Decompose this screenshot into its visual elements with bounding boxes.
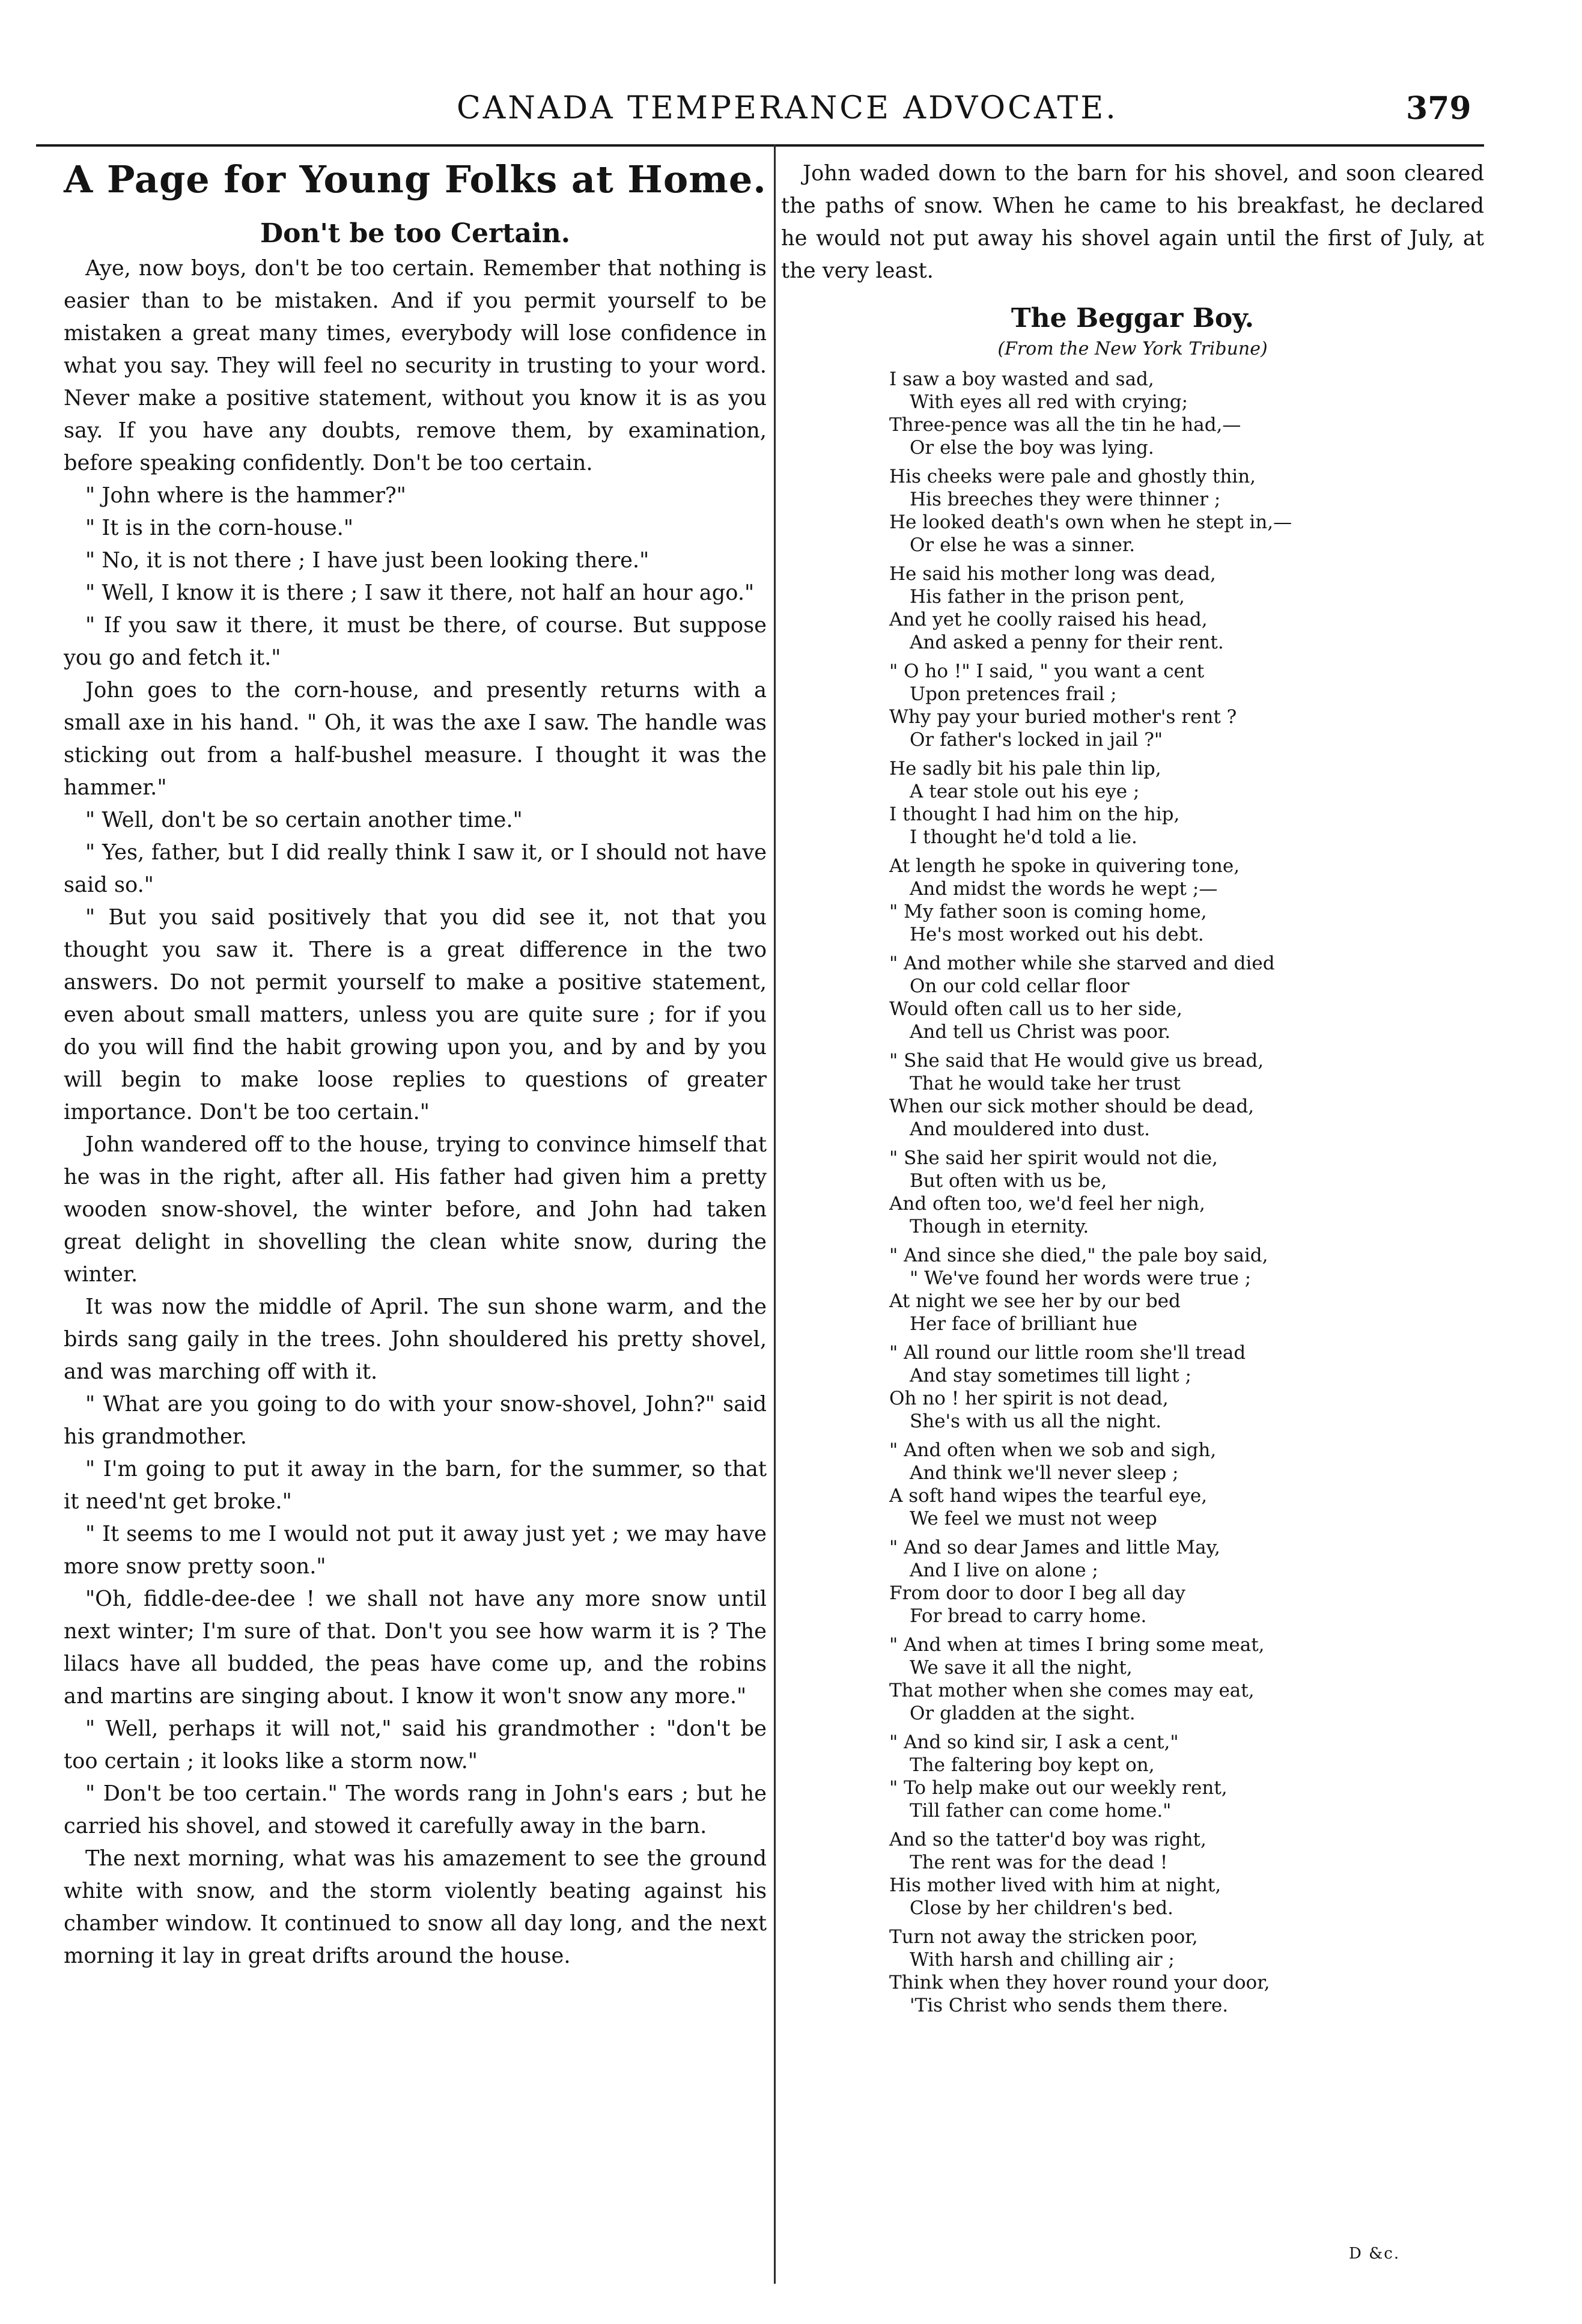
- story-continuation: John waded down to the barn for his shovel, and soon cleared the paths of snow. When he came to his breakfast, he declared he would not put away his shovel again until the first of July, at the very least.: [781, 161, 1484, 283]
- poem-stanza: [889, 1244, 1484, 1335]
- poem-stanza: [889, 757, 1484, 849]
- poem-line: He sadly bit his pale thin lip,: [889, 758, 1161, 779]
- poem-line: And asked a penny for their rent.: [910, 632, 1224, 653]
- story-body: [64, 252, 767, 1972]
- story-title: Don't be too Certain.: [260, 218, 571, 249]
- story-paragraph: John wandered off to the house, trying to convince himself that he was in the right, after all. His father had given him a pretty wooden snow-shovel, the winter before, and John had taken great delight in shovelling the clean white snow, during the winter.: [64, 1132, 767, 1287]
- story-paragraph: " Well, I know it is there ; I saw it there, not half an hour ago.": [85, 581, 755, 605]
- story-paragraph: The next morning, what was his amazement to see the ground white with snow, and the storm violently beating against his chamber window. It continued to snow all day long, and the next morning it lay in great drifts around the house.: [64, 1846, 767, 1968]
- story-paragraph: " Well, don't be so certain another time.": [85, 808, 523, 832]
- poem-line: " O ho !" I said, " you want a cent: [889, 660, 1205, 682]
- poem-line: Would often call us to her side,: [889, 998, 1182, 1020]
- poem-line: On our cold cellar floor: [910, 975, 1130, 997]
- poem-line: For bread to carry home.: [910, 1605, 1147, 1627]
- poem-stanza: [889, 1536, 1484, 1627]
- poem-line: Her face of brilliant hue: [910, 1313, 1137, 1335]
- poem-stanza: [889, 1633, 1484, 1725]
- poem-line: Three-pence was all the tin he had,—: [889, 414, 1241, 436]
- poem-line: A tear stole out his eye ;: [910, 781, 1140, 802]
- poem-line: " And mother while she starved and died: [889, 953, 1275, 974]
- poem-line: His father in the prison pent,: [910, 586, 1185, 608]
- story-paragraph: " I'm going to put it away in the barn, for the summer, so that it need'nt get broke.": [64, 1457, 767, 1514]
- poem-line: " All round our little room she'll tread: [889, 1342, 1246, 1364]
- poem-line: " She said her spirit would not die,: [889, 1147, 1218, 1169]
- poem-line: Or else the boy was lying.: [910, 437, 1154, 459]
- poem-line: Or gladden at the sight.: [910, 1703, 1136, 1724]
- story-paragraph: It was now the middle of April. The sun shone warm, and the birds sang gaily in the trees. John shouldered his pretty shovel, and was marching off with it.: [64, 1295, 767, 1384]
- poem-line: I thought he'd told a lie.: [910, 826, 1137, 848]
- poem-line: And mouldered into dust.: [910, 1118, 1150, 1140]
- poem-line: Though in eternity.: [910, 1216, 1089, 1237]
- header-rule: [36, 144, 1484, 147]
- poem-line: He said his mother long was dead,: [889, 563, 1216, 585]
- story-paragraph: John goes to the corn-house, and presently returns with a small axe in his hand. " Oh, it was the axe I saw. The handle was sticking out from a half-bushel measure. I thought it was the hammer.": [64, 678, 767, 800]
- poem-line: With eyes all red with crying;: [910, 391, 1188, 413]
- story-paragraph: Aye, now boys, don't be too certain. Remember that nothing is easier than to be mistaken. And if you permit yourself to be mistaken a great many times, everybody will lose confidence in what you say. They will feel no security in trusting to your word. Never make a positive statement, without you know it is as you say. If you have any doubts, remove them, by examination, before speaking confidently. Don't be too certain.: [64, 256, 767, 475]
- poem-stanza: [889, 465, 1484, 557]
- poem-line: And yet he coolly raised his head,: [889, 609, 1208, 630]
- story-paragraph: " If you saw it there, it must be there, of course. But suppose you go and fetch it.": [64, 613, 767, 670]
- poem-line: That he would take her trust: [910, 1073, 1181, 1094]
- poem-line: " And so dear James and little May,: [889, 1537, 1220, 1558]
- poem-line: Till father can come home.": [910, 1800, 1172, 1822]
- poem-stanza: [889, 563, 1484, 654]
- poem-line: " And often when we sob and sigh,: [889, 1439, 1217, 1461]
- poem-stanza: [889, 660, 1484, 751]
- poem-line: And think we'll never sleep ;: [910, 1462, 1179, 1484]
- story-paragraph: " Yes, father, but I did really think I saw it, or I should not have said so.": [64, 840, 767, 897]
- poem-line: And midst the words he wept ;—: [910, 878, 1218, 900]
- running-title: CANADA TEMPERANCE ADVOCATE.: [457, 90, 1118, 126]
- poem-line: The faltering boy kept on,: [910, 1754, 1155, 1776]
- poem-line: But often with us be,: [910, 1170, 1107, 1192]
- poem-line: Why pay your buried mother's rent ?: [889, 706, 1237, 728]
- poem-line: I saw a boy wasted and sad,: [889, 368, 1154, 390]
- poem-source: (From the New York Tribune): [997, 338, 1268, 359]
- story-paragraph: " It seems to me I would not put it away just yet ; we may have more snow pretty soon.": [64, 1522, 767, 1579]
- poem-line: And so the tatter'd boy was right,: [889, 1829, 1206, 1850]
- poem-line: His mother lived with him at night,: [889, 1874, 1221, 1896]
- poem-line: He's most worked out his debt.: [910, 924, 1204, 945]
- poem-line: His cheeks were pale and ghostly thin,: [889, 466, 1256, 487]
- poem-line: From door to door I beg all day: [889, 1582, 1185, 1604]
- story-paragraph: " But you said positively that you did see it, not that you thought you saw it. There is a great difference in the two answers. Do not permit yourself to make a positive statement, even about small matters, unless you are quite sure ; for if you do you will find the habit growing upon you, and by and by you will begin to make loose replies to questions of greater importance. Don't be too certain.": [64, 905, 767, 1124]
- poem-line: " My father soon is coming home,: [889, 901, 1207, 923]
- section-masthead: A Page for Young Folks at Home.: [64, 157, 767, 201]
- poem-line: And tell us Christ was poor.: [910, 1021, 1171, 1043]
- story-paragraph: " Don't be too certain." The words rang in John's ears ; but he carried his shovel, and stowed it carefully away in the barn.: [64, 1781, 767, 1838]
- story-paragraph: " What are you going to do with your snow-shovel, John?" said his grandmother.: [64, 1392, 767, 1449]
- poem-line: Think when they hover round your door,: [889, 1972, 1270, 1993]
- poem-line: With harsh and chilling air ;: [910, 1949, 1175, 1971]
- poem-stanza: [889, 368, 1484, 459]
- story-paragraph: " Well, perhaps it will not," said his grandmother : "don't be too certain ; it looks like a storm now.": [64, 1716, 767, 1773]
- poem-line: The rent was for the dead !: [910, 1852, 1168, 1873]
- poem-stanza: [889, 1049, 1484, 1141]
- poem-line: " And when at times I bring some meat,: [889, 1634, 1265, 1656]
- poem-line: A soft hand wipes the tearful eye,: [889, 1485, 1208, 1507]
- poem-line: " To help make out our weekly rent,: [889, 1777, 1228, 1799]
- poem-line: We save it all the night,: [910, 1657, 1133, 1679]
- poem-line: " And so kind sir, I ask a cent,": [889, 1731, 1179, 1753]
- poem-signature: D &c.: [1349, 2245, 1401, 2263]
- poem-stanza: [889, 1828, 1484, 1920]
- poem-line: Turn not away the stricken poor,: [889, 1926, 1198, 1948]
- page-number: 379: [1406, 90, 1471, 127]
- poem-stanza: [889, 1439, 1484, 1530]
- poem-stanza: [889, 952, 1484, 1043]
- poem-body: [781, 368, 1484, 2017]
- column-divider: [774, 144, 776, 2284]
- poem-line: She's with us all the night.: [910, 1411, 1162, 1432]
- poem-stanza: [889, 1926, 1484, 2017]
- left-column: [64, 157, 767, 1972]
- poem-line: He looked death's own when he stept in,—: [889, 511, 1292, 533]
- story-paragraph: "Oh, fiddle-dee-dee ! we shall not have any more snow until next winter; I'm sure of that. Don't you see how warm it is ? The lilacs have all budded, the peas have come up, and the robins and martins are singing about. I know it won't snow any more.": [64, 1587, 767, 1709]
- poem-line: We feel we must not weep: [910, 1508, 1157, 1530]
- poem-line: 'Tis Christ who sends them there.: [910, 1995, 1229, 2016]
- poem-line: I thought I had him on the hip,: [889, 804, 1180, 825]
- poem-line: " And since she died," the pale boy said,: [889, 1245, 1268, 1266]
- poem-line: That mother when she comes may eat,: [889, 1680, 1255, 1701]
- poem-line: At length he spoke in quivering tone,: [889, 855, 1240, 877]
- poem-line: His breeches they were thinner ;: [910, 489, 1221, 510]
- poem-line: Oh no ! her spirit is not dead,: [889, 1388, 1169, 1409]
- poem-line: Upon pretences frail ;: [910, 683, 1117, 705]
- poem-line: Close by her children's bed.: [910, 1897, 1173, 1919]
- poem-line: And often too, we'd feel her nigh,: [889, 1193, 1205, 1215]
- poem-title: The Beggar Boy.: [1011, 303, 1255, 334]
- story-paragraph: " It is in the corn-house.": [85, 516, 354, 540]
- poem-line: And I live on alone ;: [910, 1560, 1098, 1581]
- poem-line: Or father's locked in jail ?": [910, 729, 1163, 751]
- poem-line: And stay sometimes till light ;: [910, 1365, 1191, 1386]
- poem-line: At night we see her by our bed: [889, 1290, 1181, 1312]
- story-paragraph: " No, it is not there ; I have just been looking there.": [85, 548, 650, 573]
- poem-line: " She said that He would give us bread,: [889, 1050, 1264, 1072]
- poem-stanza: [889, 1147, 1484, 1238]
- story-paragraph: " John where is the hammer?": [85, 483, 406, 508]
- page-header: [0, 90, 1582, 138]
- poem-stanza: [889, 1731, 1484, 1822]
- poem-line: Or else he was a sinner.: [910, 534, 1136, 556]
- poem-stanza: [889, 1341, 1484, 1433]
- poem-stanza: [889, 855, 1484, 946]
- poem-line: When our sick mother should be dead,: [889, 1096, 1255, 1117]
- poem-line: " We've found her words were true ;: [910, 1267, 1252, 1289]
- right-column: [781, 157, 1484, 2023]
